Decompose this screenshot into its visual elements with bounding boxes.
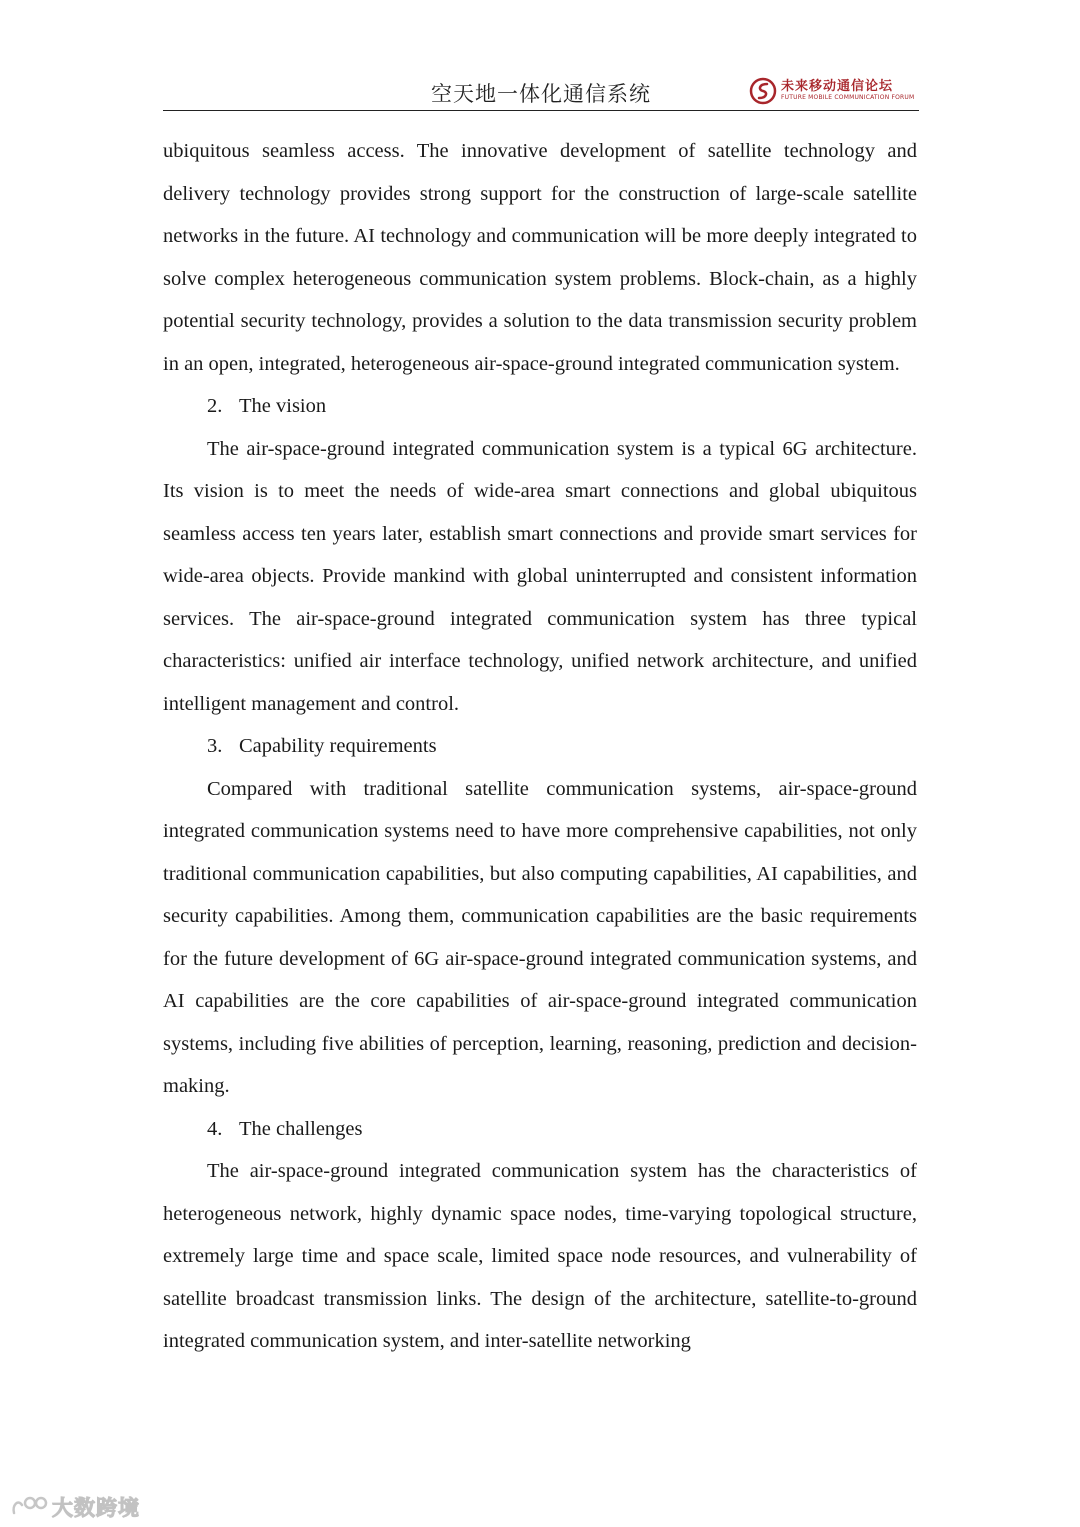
forum-logo	[749, 75, 919, 107]
document-body	[163, 130, 917, 1363]
heading-text: The challenges	[239, 1117, 363, 1140]
paragraph-vision: The air-space-ground integrated communication system is a typical 6G architecture. Its vision is to meet the needs of wide-area smart connections and global ubiquitous seamless access ten years later, establish smart connections and provide smart services for wide-area objects. Provide mankind with global uninterrupted and consistent information services. The air-space-ground integrated communication system has three typical characteristics: unified air interface technology, unified network architecture, and unified intelligent management and control.	[163, 437, 917, 715]
watermark-text: 大数跨境	[52, 1496, 140, 1520]
header-title: 空天地一体化通信系统	[431, 82, 651, 106]
logo-english-name: FUTURE MOBILE COMMUNICATION FORUM	[781, 94, 915, 101]
logo-chinese-name: 未来移动通信论坛	[781, 79, 894, 94]
heading-number: 2.	[207, 395, 223, 417]
page-header	[163, 70, 919, 111]
heading-challenges	[163, 1108, 917, 1151]
heading-capability-requirements	[163, 725, 917, 768]
watermark-logo-icon	[10, 1493, 48, 1521]
heading-number: 3.	[207, 735, 223, 757]
forum-logo-icon	[749, 77, 777, 105]
heading-vision	[163, 385, 917, 428]
paragraph-capability: Compared with traditional satellite communication systems, air-space-ground integrated communication systems need to have more comprehensive capabilities, not only traditional communication capabilities, but also computing capabilities, AI capabilities, and security capabilities. Among them, communication capabilities are the basic requirements for the future development of 6G air-space-ground integrated communication systems, and AI capabilities are the core capabilities of air-space-ground integrated communication systems, including five abilities of perception, learning, reasoning, prediction and decision-making.	[163, 777, 917, 1097]
heading-number: 4.	[207, 1117, 223, 1140]
heading-text: The vision	[239, 395, 327, 417]
paragraph-challenges: The air-space-ground integrated communication system has the characteristics of heterogeneous network, highly dynamic space nodes, time-varying topological structure, extremely large time and space scale, limited space node resources, and vulnerability of satellite broadcast transmission links. The design of the architecture, satellite-to-ground integrated communication system, and inter-satellite networking	[163, 1160, 917, 1352]
heading-text: Capability requirements	[239, 735, 437, 757]
paragraph-intro-continued: ubiquitous seamless access. The innovative development of satellite technology and delivery technology provides strong support for the construction of large-scale satellite networks in the future. AI technology and communication will be more deeply integrated to solve complex heterogeneous communication system problems. Block-chain, as a highly potential security technology, provides a solution to the data transmission security problem in an open, integrated, heterogeneous air-space-ground integrated communication system.	[163, 140, 917, 375]
watermark	[10, 1490, 140, 1524]
